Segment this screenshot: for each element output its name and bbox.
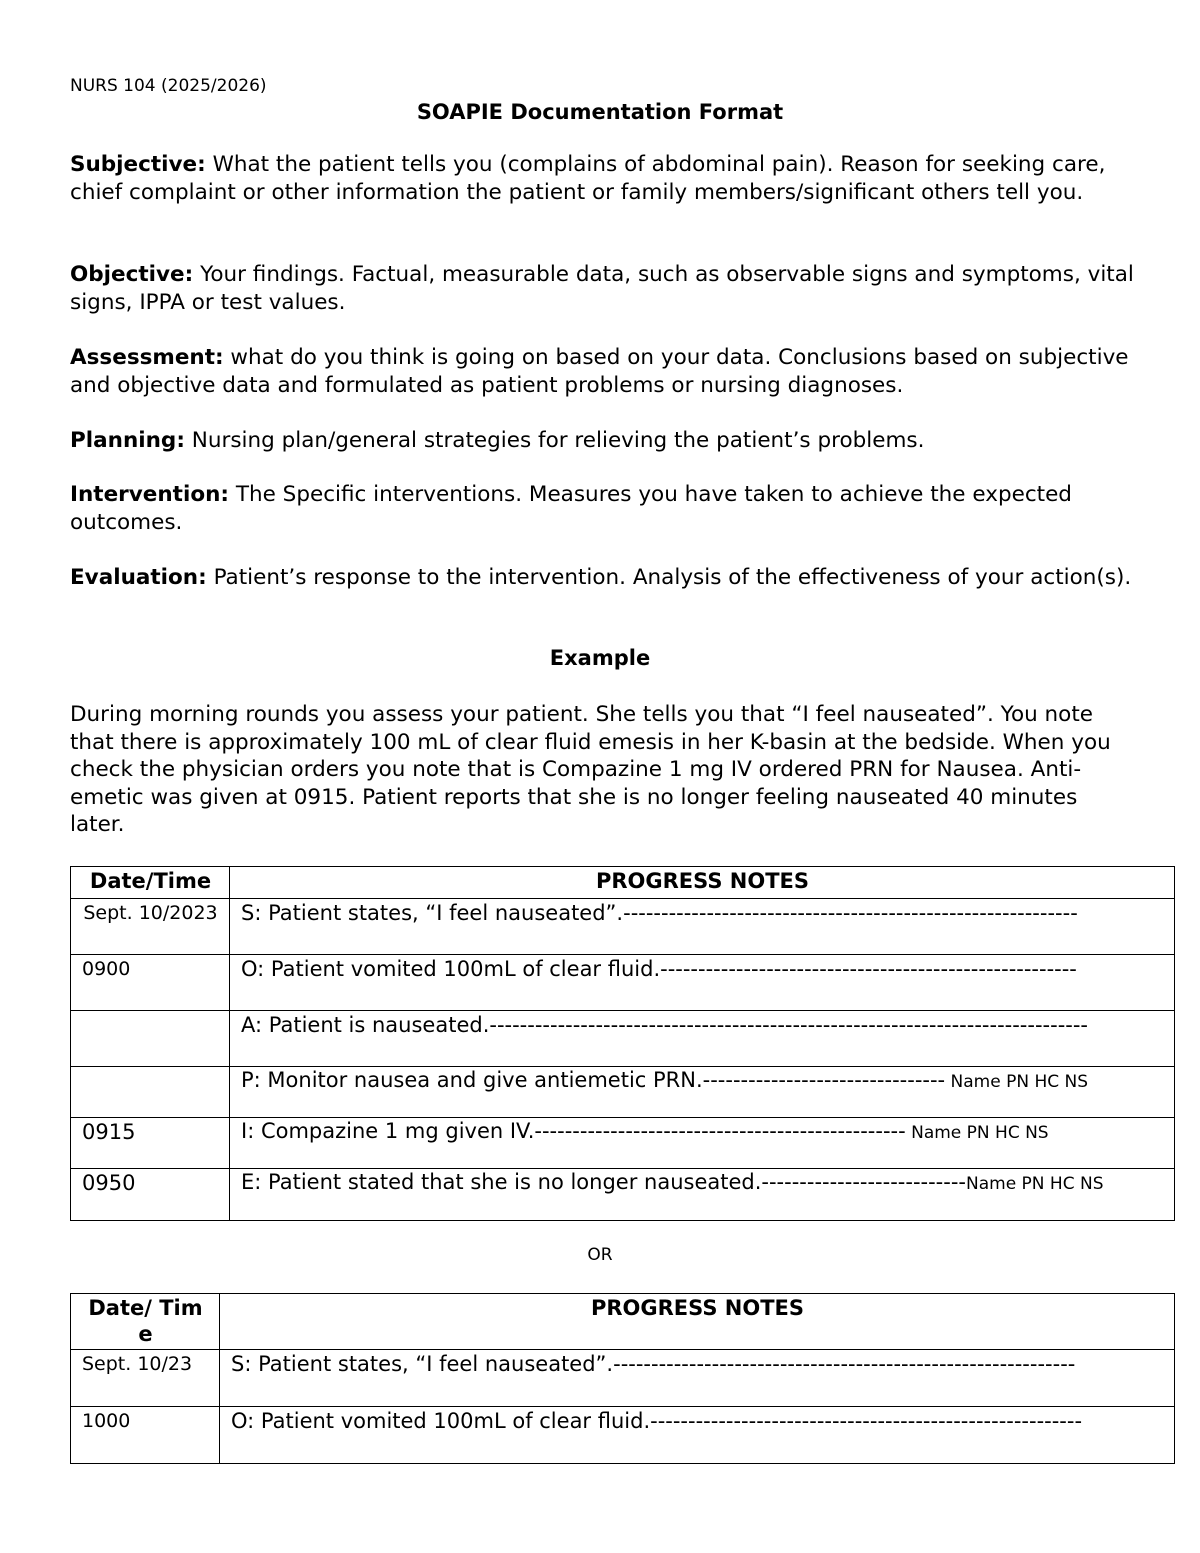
definition-term: Assessment:: [70, 345, 224, 370]
definition-planning: [70, 427, 1140, 455]
note-text: S: Patient states, “I feel nauseated”.-------------------------------------------------------------: [231, 1352, 1076, 1376]
note-text: A: Patient is nauseated.-------------------------------------------------------------------------------: [241, 1013, 1089, 1037]
date-cell: [71, 1067, 230, 1118]
table-row: [71, 1118, 1175, 1169]
progress-notes-table-1: [70, 866, 1175, 1221]
example-title: Example: [549, 646, 651, 670]
note-cell: [230, 1118, 1175, 1169]
table-row: [71, 955, 1175, 1011]
date-cell: 0950: [71, 1169, 230, 1221]
signature-text: Name PN HC NS: [966, 1174, 1104, 1194]
definition-intervention: [70, 481, 1140, 536]
date-cell: [71, 1011, 230, 1067]
course-header: NURS 104 (2025/2026): [70, 76, 267, 96]
date-time-header: Date/ Time: [71, 1294, 220, 1350]
progress-notes-table-2: [70, 1293, 1175, 1464]
note-text: P: Monitor nausea and give antiemetic PRN.--------------------------------: [241, 1068, 946, 1092]
definition-text: Your findings. Factual, measurable data, such as observable signs and symptoms, vital signs, IPPA or test values.: [70, 262, 1134, 315]
date-cell: 0915: [71, 1118, 230, 1169]
definition-text: The Specific interventions. Measures you have taken to achieve the expected outcomes.: [70, 482, 1072, 535]
progress-notes-header: PROGRESS NOTES: [220, 1294, 1175, 1350]
or-separator: OR: [587, 1245, 613, 1265]
definition-assessment: [70, 344, 1140, 399]
note-cell: [230, 899, 1175, 955]
definition-term: Objective:: [70, 262, 194, 287]
date-cell: 0900: [71, 955, 230, 1011]
document-title: SOAPIE Documentation Format: [416, 100, 784, 124]
note-text: E: Patient stated that she is no longer nauseated.---------------------------: [241, 1170, 966, 1194]
definition-term: Subjective:: [70, 152, 206, 177]
date-cell: 1000: [71, 1407, 220, 1464]
definition-text: Nursing plan/general strategies for relieving the patient’s problems.: [191, 428, 925, 453]
table-row: [71, 1067, 1175, 1118]
date-cell: Sept. 10/23: [71, 1350, 220, 1407]
note-text: O: Patient vomited 100mL of clear fluid.---------------------------------------------------------: [231, 1409, 1083, 1433]
definition-text: Patient’s response to the intervention. Analysis of the effectiveness of your action(s).: [213, 565, 1132, 590]
definition-text: What the patient tells you (complains of abdominal pain). Reason for seeking care, chief complaint or other information the patient or family members/significant others tell you.: [70, 152, 1106, 205]
table-header-row: [71, 867, 1175, 899]
definition-term: Planning:: [70, 428, 185, 453]
definition-term: Evaluation:: [70, 565, 207, 590]
definition-objective: [70, 261, 1140, 316]
note-cell: [230, 1169, 1175, 1221]
note-text: O: Patient vomited 100mL of clear fluid.-------------------------------------------------------: [241, 957, 1077, 981]
definition-term: Intervention:: [70, 482, 229, 507]
table-row: [71, 1350, 1175, 1407]
note-cell: [220, 1350, 1175, 1407]
note-cell: [230, 955, 1175, 1011]
progress-notes-header: PROGRESS NOTES: [230, 867, 1175, 899]
table-row: [71, 1011, 1175, 1067]
definition-subjective: [70, 151, 1140, 206]
table-row: [71, 899, 1175, 955]
table-row: [71, 1169, 1175, 1221]
date-time-header: Date/Time: [71, 867, 230, 899]
table-row: [71, 1407, 1175, 1464]
signature-text: Name PN HC NS: [945, 1072, 1089, 1092]
definition-text: what do you think is going on based on your data. Conclusions based on subjective and objective data and formulated as patient problems or nursing diagnoses.: [70, 345, 1129, 398]
example-scenario: During morning rounds you assess your patient. She tells you that “I feel nauseated”. You note that there is approximately 100 mL of clear fluid emesis in her K-basin at the bedside. When you check the physician orders you note that is Compazine 1 mg IV ordered PRN for Nausea. Anti-emetic was given at 0915. Patient reports that she is no longer feeling nauseated 40 minutes later.: [70, 702, 1111, 838]
table-header-row: [71, 1294, 1175, 1350]
note-text: I: Compazine 1 mg given IV.-------------------------------------------------: [241, 1119, 906, 1143]
note-cell: [230, 1067, 1175, 1118]
note-text: S: Patient states, “I feel nauseated”.------------------------------------------------------------: [241, 901, 1078, 925]
note-cell: [220, 1407, 1175, 1464]
definition-evaluation: [70, 564, 1140, 592]
signature-text: Name PN HC NS: [905, 1123, 1049, 1143]
date-cell: Sept. 10/2023: [71, 899, 230, 955]
note-cell: [230, 1011, 1175, 1067]
